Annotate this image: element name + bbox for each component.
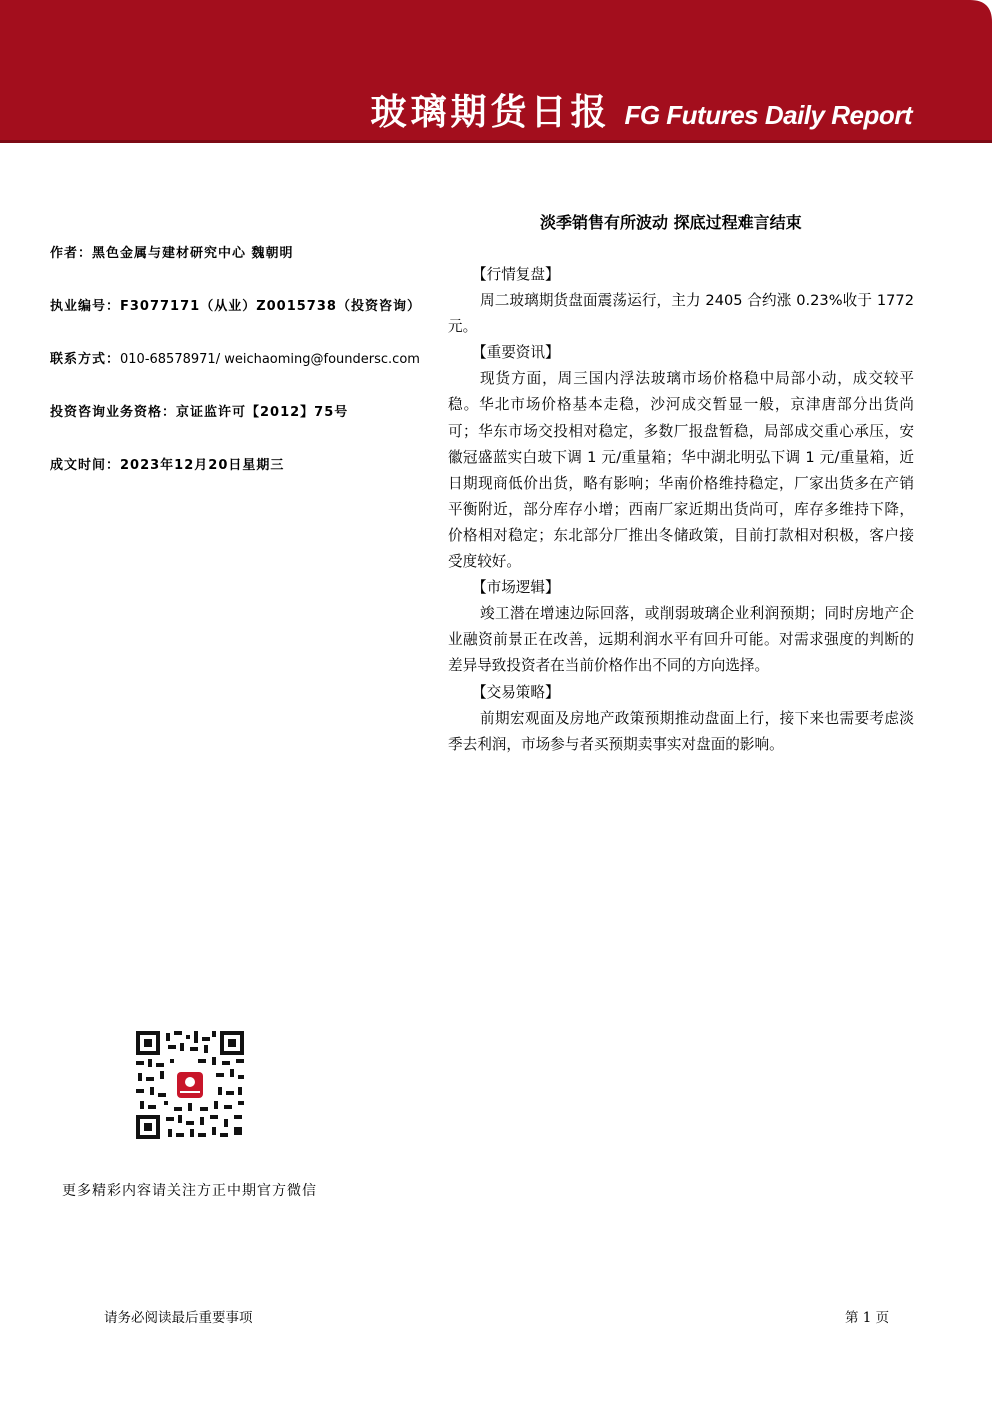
report-title-cn: 玻璃期货日报 (370, 92, 611, 133)
page-number: 第 1 页 (845, 1310, 890, 1326)
article-title: 淡季销售有所波动 探底过程难言结束 (540, 213, 802, 232)
report-title (370, 84, 912, 135)
qualification-line: 投资咨询业务资格：京证监许可【2012】75号 (50, 405, 349, 420)
qr-caption: 更多精彩内容请关注方正中期官方微信 (62, 1183, 317, 1199)
section-body-logic: 竣工潜在增速边际回落，或削弱玻璃企业利润预期；同时房地产企业融资前景正在改善，远期利润水平有回升可能。对需求强度的判断的差异导致投资者在当前价格作出不同的方向选择。 (448, 605, 914, 675)
qr-code-icon (134, 1029, 246, 1141)
section-heading-news: 【重要资讯】 (472, 344, 560, 362)
date-line: 成文时间：2023年12月20日星期三 (50, 458, 285, 473)
author-line: 作者：黑色金属与建材研究中心 魏朝明 (50, 246, 294, 261)
section-body-review: 周二玻璃期货盘面震荡运行，主力 2405 合约涨 0.23%收于 1772 元。 (448, 292, 914, 336)
section-body-strategy: 前期宏观面及房地产政策预期推动盘面上行，接下来也需要考虑淡季去利润，市场参与者买预期卖事实对盘面的影响。 (448, 709, 914, 753)
section-heading-strategy: 【交易策略】 (472, 683, 560, 701)
section-body-news: 现货方面，周三国内浮法玻璃市场价格稳中局部小动，成交较平稳。华北市场价格基本走稳，沙河成交暂显一般，京津唐部分出货尚可；华东市场交投相对稳定，多数厂报盘暂稳，局部成交重心承压，安徽冠盛蓝实白玻下调 1 元/重量箱；华中湖北明弘下调 1 元/重量箱，近日期现商低价出货，略有影响；华南价格维持稳定，厂家出货多在产销平衡附近，部分库存小增；西南厂家近期出货尚可，库存多维持下降，价格相对稳定；东北部分厂推出冬储政策，目前打款相对积极，客户接受度较好。 (448, 370, 914, 571)
license-line: 执业编号：F3077171（从业）Z0015738（投资咨询） (50, 299, 421, 314)
footer-notice: 请务必阅读最后重要事项 (104, 1310, 253, 1326)
article-body (448, 262, 914, 758)
section-heading-review: 【行情复盘】 (472, 266, 560, 283)
contact-label: 联系方式： (50, 352, 121, 367)
section-heading-logic: 【市场逻辑】 (472, 579, 560, 597)
report-meta (50, 244, 450, 509)
report-title-en: FG Futures Daily Report (624, 100, 912, 130)
header-banner (0, 0, 992, 146)
contact-value: 010-68578971/ weichaoming@foundersc.com (120, 352, 420, 367)
contact-line (50, 350, 450, 403)
